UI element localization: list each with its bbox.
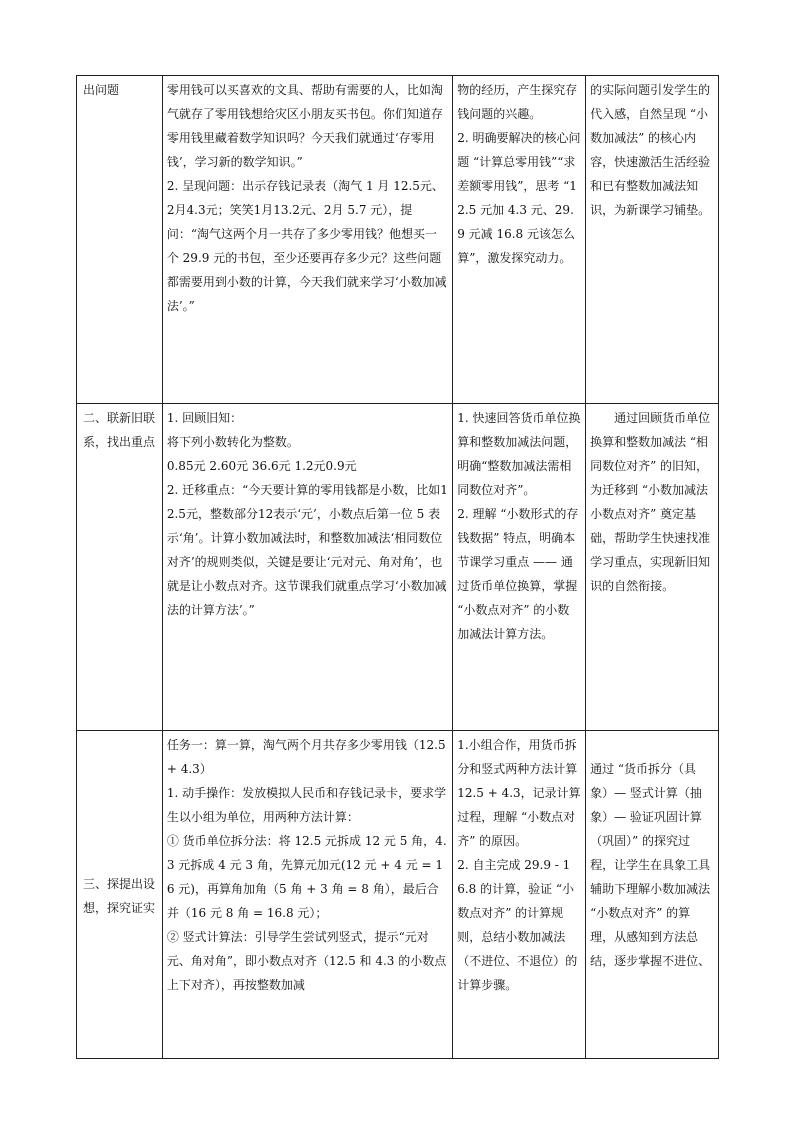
paragraph: 2. 呈现问题：出示存钱记录表（淘气 1 月 12.5元、2月4.3元；笑笑1月13.2元、2月 5.7 元），提问：“淘气这两个月一共存了多少零用钱？他想买一个 29.9 元的书包，至少还要再存多少元？这些问题都需要用到小数的计算，今天我们就来学习‘小数加减法’。”	[166, 179, 447, 313]
paragraph: 1. 回顾旧知：	[166, 411, 243, 425]
table-row	[77, 404, 719, 731]
stage-cell	[77, 76, 163, 404]
paragraph: 的实际问题引发学生的代入感，自然呈现 “小数加减法” 的核心内容，快速激活生活经验和已有整数加减法知识，为新课学习铺垫。	[590, 83, 711, 217]
paragraph: 2. 自主完成 29.9 - 16.8 的计算，验证 “小数点对齐” 的计算规则，总结小数加减法（不进位、不退位）的计算步骤。	[457, 858, 578, 992]
stage-cell	[77, 404, 163, 731]
design-intent-cell	[586, 76, 719, 404]
paragraph: 2. 理解 “小数形式的存钱数据” 特点，明确本节课学习重点 —— 通过货币单位换算，掌握 “小数点对齐” 的小数加减法计算方法。	[457, 507, 579, 641]
stage-label: 出问题	[83, 83, 120, 97]
table-row	[77, 731, 719, 1059]
stage-label: 三、探提出设想，探究证实	[83, 876, 156, 915]
paragraph: ① 货币单位拆分法：将 12.5 元拆成 12 元 5 角，4.3 元拆成 4 元 3 角，先算元加元(12 元 + 4 元 = 16 元)，再算角加角（5 角 + 3 角 = 8 角），最后合并（16 元 8 角 = 16.8 元）；	[166, 834, 447, 920]
design-intent-cell	[586, 731, 719, 1059]
paragraph: 1.小组合作，用货币拆分和竖式两种方法计算 12.5 + 4.3，记录计算过程，理解 “小数点对齐” 的原因。	[457, 738, 581, 848]
paragraph: 0.85元 2.60元 36.6元 1.2元0.9元	[166, 459, 357, 473]
lesson-plan-table	[76, 75, 719, 1059]
paragraph: 通过 “货币拆分（具象）— 竖式计算（抽象）— 验证巩固计算（巩固）” 的探究过程，让学生在具象工具辅助下理解小数加减法 “小数点对齐” 的算理，从感知到方法总结，逐步掌握不进位、	[590, 762, 711, 968]
paragraph: 1. 动手操作：发放模拟人民币和存钱记录卡，要求学生以小组为单位，用两种方法计算：	[166, 786, 447, 824]
paragraph: 2. 迁移重点：“今天要计算的零用钱都是小数，比如12.5元，整数部分12表示‘元’，小数点后第一位 5 表示‘角’。计算小数加减法时，和整数加减法‘相同数位对齐’的规则类似，关键是要让‘元对元、角对角’，也就是让小数点对齐。这节课我们就重点学习‘小数加减法的计算方法’。”	[166, 483, 448, 617]
paragraph: 物的经历，产生探究存钱问题的兴趣。	[457, 83, 578, 121]
teacher-activity-cell	[162, 731, 452, 1059]
student-activity-cell	[453, 731, 586, 1059]
paragraph: 通过回顾货币单位换算和整数加减法 “相同数位对齐” 的旧知，为迁移到 “小数加减法小数点对齐” 奠定基础，帮助学生快速找准学习重点，实现新旧知识的自然衔接。	[590, 411, 711, 593]
student-activity-cell	[453, 76, 586, 404]
table-row	[77, 76, 719, 404]
paragraph: 1. 快速回答货币单位换算和整数加减法问题，明确“整数加减法需相同数位对齐”。	[457, 411, 581, 497]
stage-label: 二、联新旧联系，找出重点	[83, 411, 156, 449]
stage-cell	[77, 731, 163, 1059]
teacher-activity-cell	[162, 404, 452, 731]
paragraph: 2. 明确要解决的核心问题 “计算总零用钱”“求差额零用钱”，思考 “12.5 元加 4.3 元、29.9 元减 16.8 元该怎么算”，激发探究动力。	[457, 131, 581, 265]
paragraph: 零用钱可以买喜欢的文具、帮助有需要的人，比如淘气就存了零用钱想给灾区小朋友买书包。你们知道存零用钱里藏着数学知识吗？今天我们就通过‘存零用钱’，学习新的数学知识。”	[166, 83, 443, 169]
paragraph: 任务一：算一算，淘气两个月共存多少零用钱（12.5 + 4.3）	[166, 738, 446, 776]
student-activity-cell	[453, 404, 586, 731]
paragraph: ② 竖式计算法：引导学生尝试列竖式，提示“元对元、角对角”，即小数点对齐（12.5 和 4.3 的小数点上下对齐），再按整数加减	[166, 930, 447, 992]
teacher-activity-cell	[162, 76, 452, 404]
design-intent-cell	[586, 404, 719, 731]
paragraph: 将下列小数转化为整数。	[166, 435, 299, 449]
